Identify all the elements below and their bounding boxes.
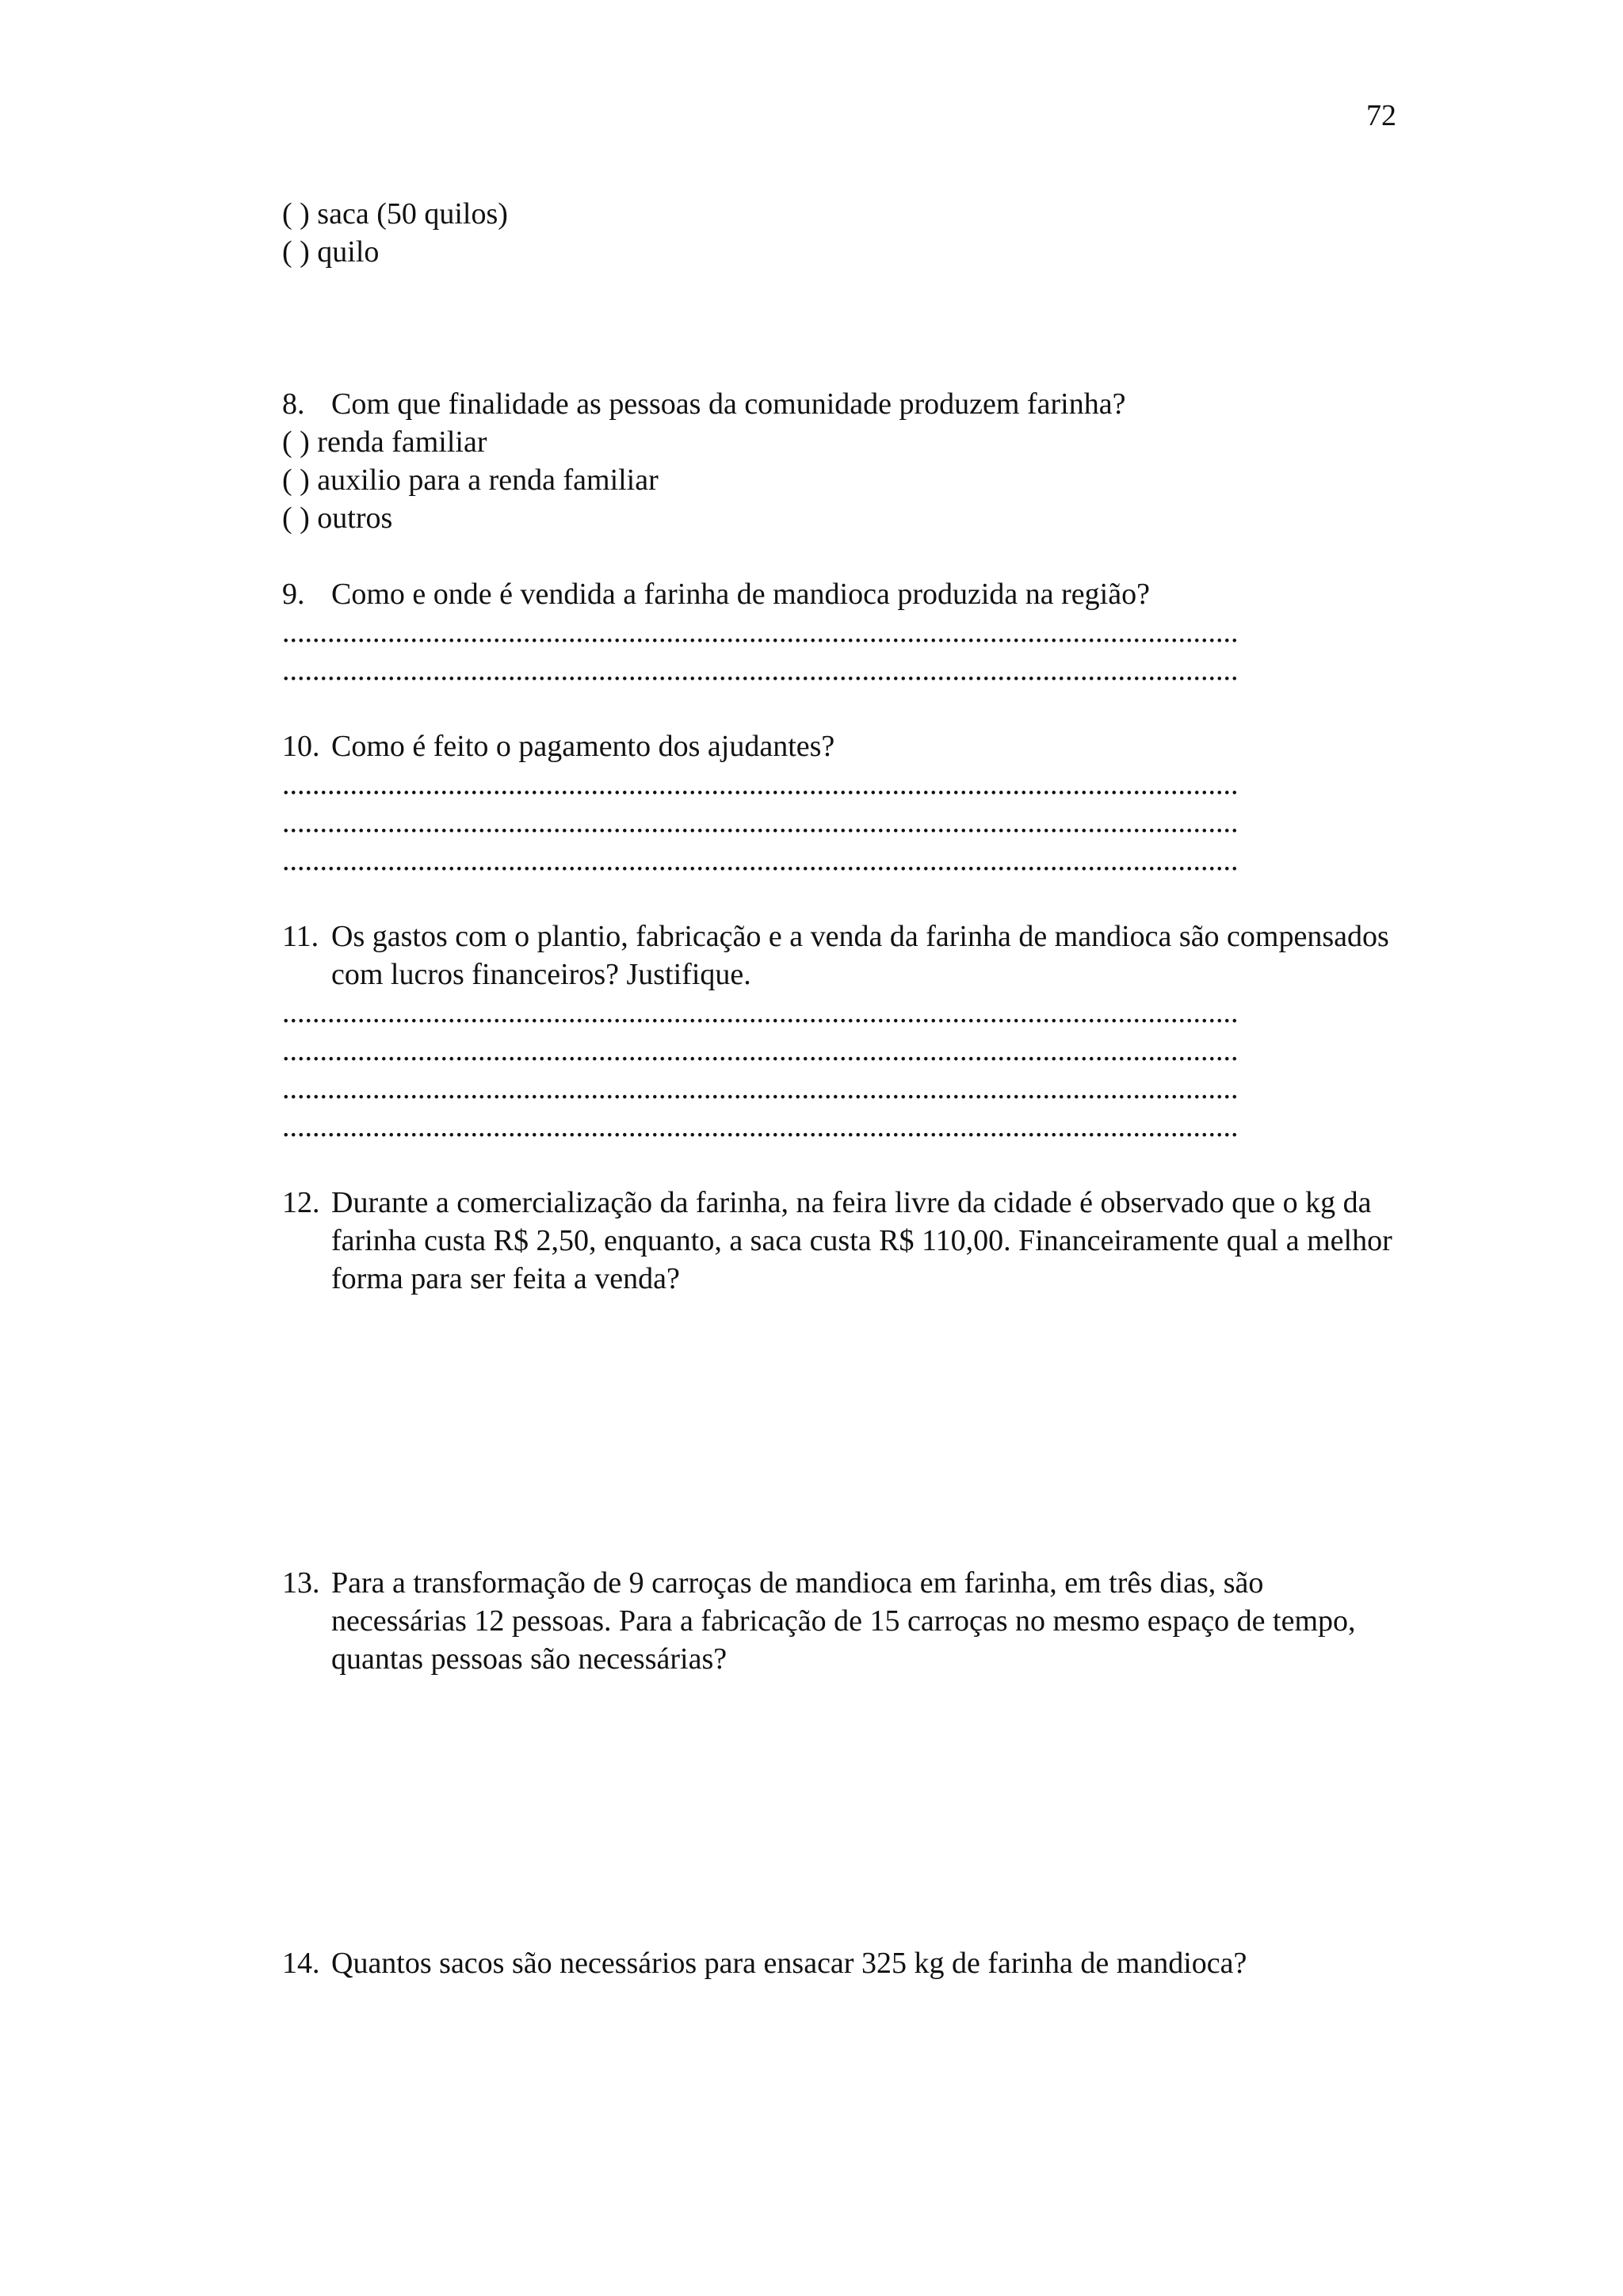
answer-line: ............................................................................................................................... xyxy=(282,1034,1239,1067)
question-12 xyxy=(282,1184,1396,1298)
question-13 xyxy=(282,1564,1396,1678)
answer-line: ............................................................................................................................... xyxy=(282,1072,1239,1105)
question-text: Como é feito o pagamento dos ajudantes? xyxy=(331,730,835,763)
answer-line: ............................................................................................................................... xyxy=(282,616,1239,649)
question-10-prompt xyxy=(282,727,1396,765)
question-11 xyxy=(282,917,1396,1146)
option-quilo: ( ) quilo xyxy=(282,235,380,269)
question-9 xyxy=(282,575,1396,689)
question-13-prompt xyxy=(282,1564,1396,1678)
q7-options xyxy=(282,195,1396,271)
question-number: 8. xyxy=(282,387,305,421)
option-auxilio-renda: ( ) auxilio para a renda familiar xyxy=(282,463,659,497)
question-text: Com que finalidade as pessoas da comunidade produzem farinha? xyxy=(331,387,1126,421)
question-14-prompt xyxy=(282,1944,1396,1982)
question-number: 12. xyxy=(282,1186,320,1219)
question-number: 9. xyxy=(282,578,305,611)
answer-line: ............................................................................................................................... xyxy=(282,1110,1239,1143)
question-number: 11. xyxy=(282,920,319,953)
answer-line: ............................................................................................................................... xyxy=(282,996,1239,1029)
page-number: 72 xyxy=(1366,99,1396,132)
question-12-prompt xyxy=(282,1184,1396,1298)
question-text: Durante a comercialização da farinha, na feira livre da cidade é observado que o kg da farinha custa R$ 2,50, enquanto, a saca custa R$ 110,00. Financeiramente qual a melhor forma para ser feita a venda? xyxy=(331,1186,1392,1295)
question-number: 10. xyxy=(282,730,320,763)
question-number: 14. xyxy=(282,1947,320,1980)
question-9-prompt xyxy=(282,575,1396,613)
answer-line: ............................................................................................................................... xyxy=(282,768,1239,801)
option-outros: ( ) outros xyxy=(282,502,393,535)
answer-line: ............................................................................................................................... xyxy=(282,806,1239,839)
question-14 xyxy=(282,1944,1396,1982)
option-saca: ( ) saca (50 quilos) xyxy=(282,197,508,231)
answer-line: ............................................................................................................................... xyxy=(282,844,1239,877)
question-text: Os gastos com o plantio, fabricação e a venda da farinha de mandioca são compensados com lucros financeiros? Justifique. xyxy=(331,920,1389,991)
question-number: 13. xyxy=(282,1566,320,1600)
answer-line: ............................................................................................................................... xyxy=(282,654,1239,687)
question-text: Como e onde é vendida a farinha de mandioca produzida na região? xyxy=(331,578,1150,611)
question-8 xyxy=(282,385,1396,537)
question-10 xyxy=(282,727,1396,879)
question-8-prompt xyxy=(282,385,1396,423)
option-renda-familiar: ( ) renda familiar xyxy=(282,425,487,459)
question-text: Quantos sacos são necessários para ensacar 325 kg de farinha de mandioca? xyxy=(331,1947,1247,1980)
question-text: Para a transformação de 9 carroças de mandioca em farinha, em três dias, são necessárias 12 pessoas. Para a fabricação de 15 carroças no mesmo espaço de tempo, quantas pessoas são necessárias? xyxy=(331,1566,1356,1676)
question-11-prompt xyxy=(282,917,1396,994)
